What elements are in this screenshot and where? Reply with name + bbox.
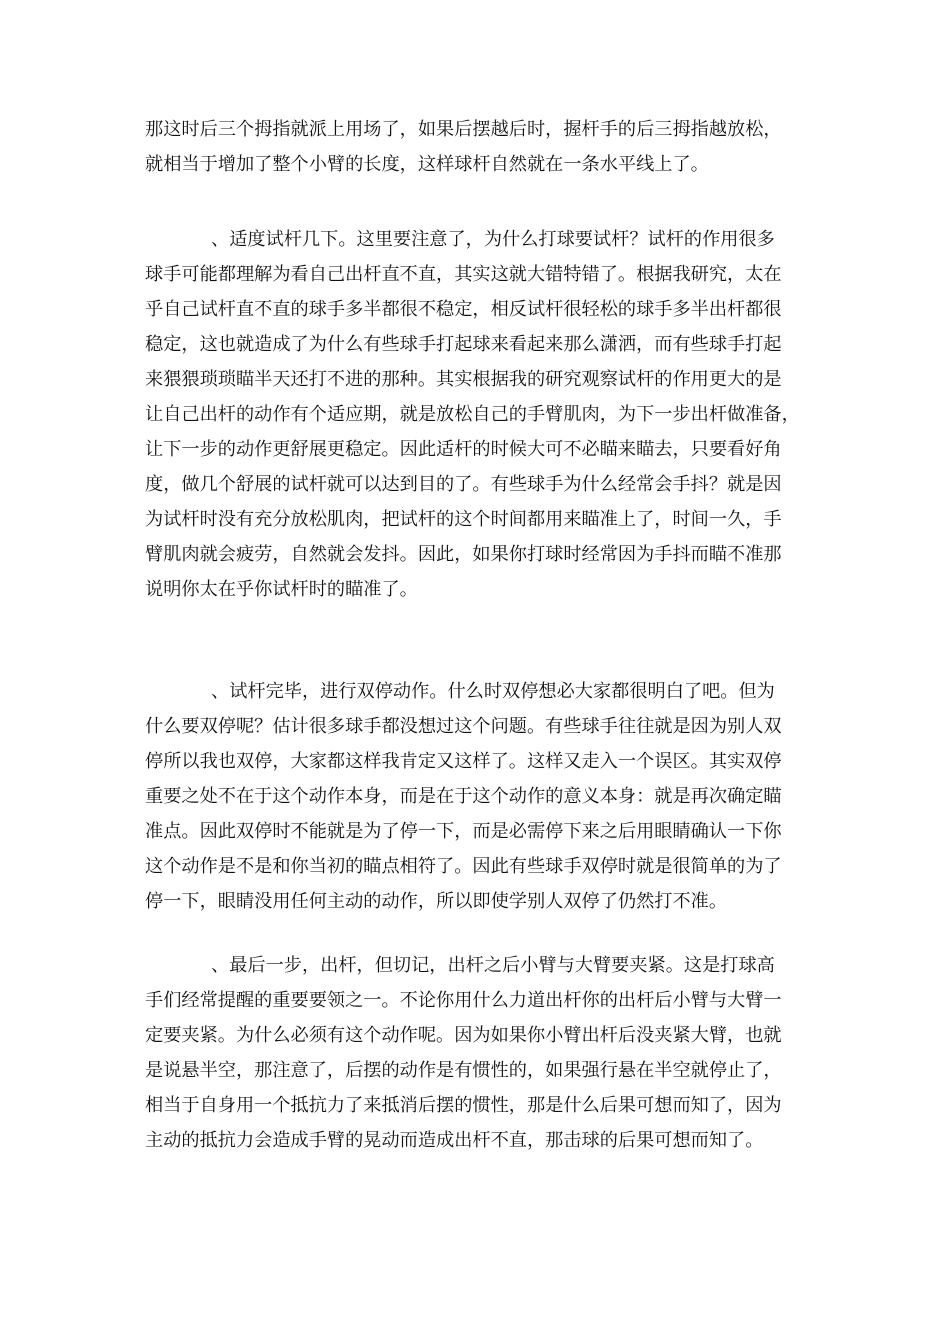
text-line: 相当于自身用一个抵抗力了来抵消后摆的惯性，那是什么后果可想而知了，因为 bbox=[145, 1095, 782, 1116]
text-line: 为试杆时没有充分放松肌肉，把试杆的这个时间都用来瞄准上了，时间一久，手 bbox=[145, 509, 782, 530]
text-line: 度，做几个舒展的试杆就可以达到目的了。有些球手为什么经常会手抖？就是因 bbox=[145, 474, 782, 495]
text-line: 来猥猥琐琐瞄半天还打不进的那种。其实根据我的研究观察试杆的作用更大的是 bbox=[145, 369, 782, 390]
text-line: 说明你太在乎你试杆时的瞄准了。 bbox=[145, 579, 418, 600]
text-line: 乎自己试杆直不直的球手多半都很不稳定，相反试杆很轻松的球手多半出杆都很 bbox=[145, 299, 782, 320]
text-line: 什么要双停呢？估计很多球手都没想过这个问题。有些球手往往就是因为别人双 bbox=[145, 716, 782, 737]
text-line: 球手可能都理解为看自己出杆直不直，其实这就大错特错了。根据我研究，太在 bbox=[145, 264, 782, 285]
text-line: 、试杆完毕，进行双停动作。什么时双停想必大家都很明白了吧。但为 bbox=[211, 681, 775, 702]
text-line: 主动的抵抗力会造成手臂的晃动而造成出杆不直，那击球的后果可想而知了。 bbox=[145, 1130, 764, 1151]
text-line: 就相当于增加了整个小臂的长度，这样球杆自然就在一条水平线上了。 bbox=[145, 154, 709, 175]
text-line: 停所以我也双停，大家都这样我肯定又这样了。这样又走入一个误区。其实双停 bbox=[145, 751, 782, 772]
text-line: 停一下，眼睛没用任何主动的动作，所以即使学别人双停了仍然打不准。 bbox=[145, 891, 728, 912]
paragraph-final-stroke bbox=[145, 948, 809, 1158]
text-line: 让下一步的动作更舒展更稳定。因此适杆的时候大可不必瞄来瞄去，只要看好角 bbox=[145, 439, 782, 460]
text-line: 稳定，这也就造成了为什么有些球手打起球来看起来那么潇洒，而有些球手打起 bbox=[145, 334, 782, 355]
text-line: 手们经常提醒的重要要领之一。不论你用什么力道出杆你的出杆后小臂与大臂一 bbox=[145, 990, 782, 1011]
text-line: 、最后一步，出杆，但切记，出杆之后小臂与大臂要夹紧。这是打球高 bbox=[211, 955, 775, 976]
text-line: 让自己出杆的动作有个适应期，就是放松自己的手臂肌肉，为下一步出杆做准备， bbox=[145, 404, 800, 425]
text-line: 那这时后三个拇指就派上用场了，如果后摆越后时，握杆手的后三拇指越放松， bbox=[145, 119, 782, 140]
paragraph-practice-stroke bbox=[145, 222, 809, 607]
text-line: 是说悬半空，那注意了，后摆的动作是有惯性的，如果强行悬在半空就停止了， bbox=[145, 1060, 782, 1081]
text-line: 臂肌肉就会疲劳，自然就会发抖。因此，如果你打球时经常因为手抖而瞄不准那 bbox=[145, 544, 782, 565]
paragraph-double-pause bbox=[145, 674, 809, 919]
text-line: 准点。因此双停时不能就是为了停一下，而是必需停下来之后用眼睛确认一下你 bbox=[145, 821, 782, 842]
text-line: 重要之处不在于这个动作本身，而是在于这个动作的意义本身：就是再次确定瞄 bbox=[145, 786, 782, 807]
text-line: 定要夹紧。为什么必须有这个动作呢。因为如果你小臂出杆后没夹紧大臂，也就 bbox=[145, 1025, 782, 1046]
paragraph-continuation bbox=[145, 112, 809, 182]
text-line: 、适度试杆几下。这里要注意了，为什么打球要试杆？试杆的作用很多 bbox=[211, 229, 775, 250]
text-line: 这个动作是不是和你当初的瞄点相符了。因此有些球手双停时就是很简单的为了 bbox=[145, 856, 782, 877]
